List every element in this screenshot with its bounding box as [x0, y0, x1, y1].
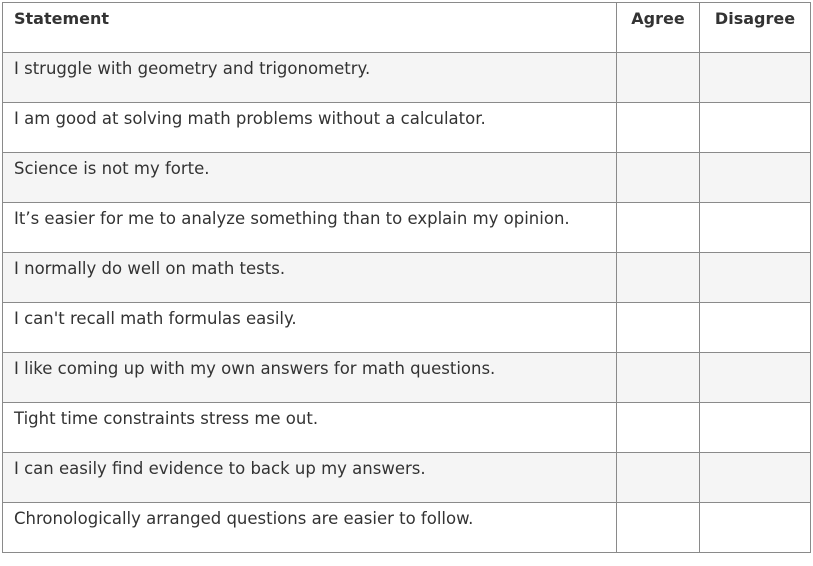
disagree-cell[interactable] — [700, 403, 811, 453]
disagree-cell[interactable] — [700, 453, 811, 503]
table-row — [3, 153, 811, 203]
disagree-cell[interactable] — [700, 103, 811, 153]
table-row — [3, 453, 811, 503]
agree-cell[interactable] — [617, 403, 700, 453]
table-row — [3, 403, 811, 453]
agree-cell[interactable] — [617, 253, 700, 303]
disagree-cell[interactable] — [700, 253, 811, 303]
disagree-cell[interactable] — [700, 303, 811, 353]
statement-cell: Chronologically arranged questions are easier to follow. — [3, 503, 617, 553]
statement-cell: Tight time constraints stress me out. — [3, 403, 617, 453]
disagree-cell[interactable] — [700, 53, 811, 103]
agree-cell[interactable] — [617, 153, 700, 203]
statement-cell: Science is not my forte. — [3, 153, 617, 203]
disagree-cell[interactable] — [700, 503, 811, 553]
agree-header: Agree — [617, 3, 700, 53]
agree-cell[interactable] — [617, 53, 700, 103]
agree-cell[interactable] — [617, 503, 700, 553]
statement-cell: I normally do well on math tests. — [3, 253, 617, 303]
survey-table — [2, 2, 811, 553]
agree-cell[interactable] — [617, 353, 700, 403]
statement-cell: I struggle with geometry and trigonometry. — [3, 53, 617, 103]
disagree-cell[interactable] — [700, 203, 811, 253]
statement-cell: I like coming up with my own answers for math questions. — [3, 353, 617, 403]
disagree-cell[interactable] — [700, 353, 811, 403]
disagree-cell[interactable] — [700, 153, 811, 203]
agree-cell[interactable] — [617, 103, 700, 153]
agree-cell[interactable] — [617, 453, 700, 503]
statement-header: Statement — [3, 3, 617, 53]
header-row — [3, 3, 811, 53]
table-row — [3, 53, 811, 103]
disagree-header: Disagree — [700, 3, 811, 53]
agree-cell[interactable] — [617, 203, 700, 253]
table-row — [3, 203, 811, 253]
table-row — [3, 303, 811, 353]
table-row — [3, 253, 811, 303]
statement-cell: I can't recall math formulas easily. — [3, 303, 617, 353]
statement-cell: I am good at solving math problems without a calculator. — [3, 103, 617, 153]
statement-cell: I can easily find evidence to back up my answers. — [3, 453, 617, 503]
table-row — [3, 503, 811, 553]
agree-cell[interactable] — [617, 303, 700, 353]
table-row — [3, 103, 811, 153]
table-row — [3, 353, 811, 403]
statement-cell: It’s easier for me to analyze something than to explain my opinion. — [3, 203, 617, 253]
